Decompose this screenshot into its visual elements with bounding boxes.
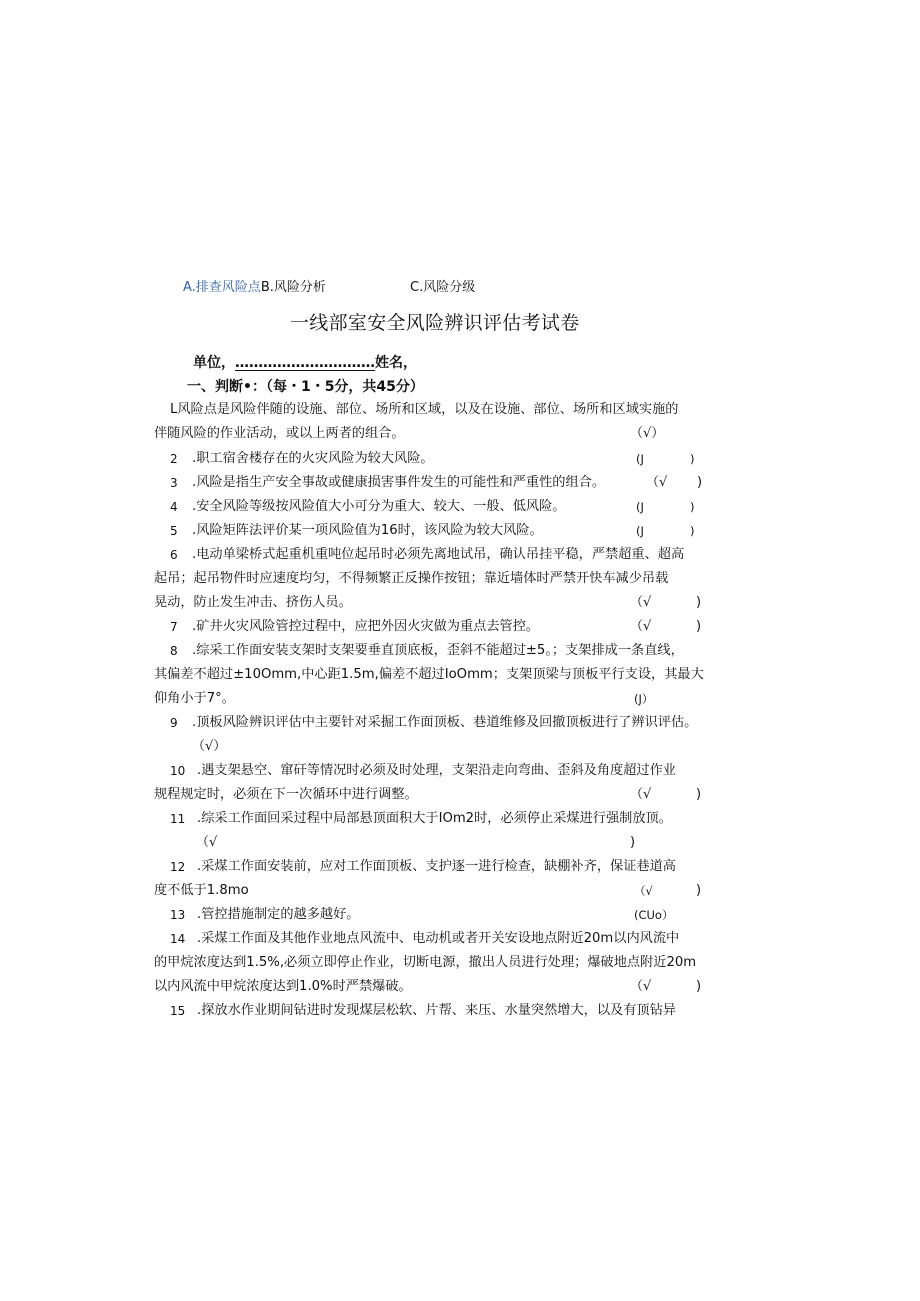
q13-answer: (CUo） [634, 908, 674, 922]
q4-number: 4 [170, 500, 178, 514]
option-c: C.风险分级 [410, 280, 476, 295]
q14-line1: .采煤工作面及其他作业地点风流中、电动机或者开关安设地点附近20m以内风流中 [197, 931, 680, 946]
q10-line1: .遇支架悬空、窜矸等情况时必须及时处理，支架沿走向弯曲、歪斜及角度超过作业 [197, 763, 676, 778]
q9-answer: （√） [192, 739, 227, 754]
q6-answer-close: ) [696, 595, 702, 610]
q6-line3: 晃动，防止发生冲击、挤伤人员。 [154, 595, 352, 610]
q4-line1: .安全风险等级按风险值大小可分为重大、较大、一般、低风险。 [192, 499, 566, 514]
q8-number: 8 [170, 644, 178, 658]
q7-line1: .矿井火灾风险管控过程中，应把外因火灾做为重点去管控。 [192, 619, 540, 634]
q15-number: 15 [170, 1004, 186, 1018]
q11-answer-mark: （√ [196, 835, 218, 850]
q12-number: 12 [170, 860, 186, 874]
q10-answer-close: ) [696, 787, 702, 802]
info-line [193, 352, 417, 372]
q6-line1: .电动单梁桥式起重机重吨位起吊时必须先离地试吊，确认吊挂平稳，严禁超重、超高 [192, 547, 685, 562]
q2-line1: .职工宿舍楼存在的火灾风险为较大风险。 [192, 451, 434, 466]
q8-answer: (J） [634, 692, 654, 706]
q3-line1: .风险是指生产安全事故或健康损害事件发生的可能性和严重性的组合。 [192, 475, 606, 490]
q1-answer: （√） [630, 426, 665, 441]
q5-number: 5 [170, 524, 178, 538]
q10-number: 10 [170, 764, 186, 778]
q8-line1: .综采工作面安装支架时支架要垂直顶底板，歪斜不能超过±5。；支架排成一条直线， [192, 643, 684, 658]
q2-answer-mark: (J [636, 452, 644, 466]
option-b: B.风险分析 [260, 280, 326, 295]
q5-answer-mark: (J [636, 524, 644, 538]
q7-number: 7 [170, 620, 178, 634]
q15-line1: .探放水作业期间钻进时发现煤层松软、片帮、来压、水量突然增大，以及有顶钻异 [197, 1003, 676, 1018]
q12-line1: .采煤工作面安装前，应对工作面顶板、支护逐一进行检查，缺棚补齐，保证巷道高 [197, 859, 676, 874]
q13-line1: .管控措施制定的越多越好。 [197, 907, 360, 922]
page-title: 一线部室安全风险辨识评估考试卷 [290, 312, 580, 334]
q7-answer-mark: （√ [630, 619, 652, 634]
q14-number: 14 [170, 932, 186, 946]
q8-line3: 仰角小于7°。 [154, 691, 235, 706]
q9-line1: .顶板风险辨识评估中主要针对采掘工作面顶板、巷道维修及回撤顶板进行了辨识评估。 [192, 715, 698, 730]
q14-line2: 的甲烷浓度达到1.5%,必须立即停止作业，切断电源，撤出人员进行处理；爆破地点附近20m [154, 955, 697, 970]
q4-answer-mark: (J [636, 500, 644, 514]
q14-answer-close: ) [696, 979, 702, 994]
option-a: A. [183, 280, 196, 295]
q7-answer-close: ) [696, 619, 702, 634]
q12-answer-mark: （√ [634, 884, 653, 898]
q11-number: 11 [170, 812, 186, 826]
q1-line1: L风险点是风险伴随的设施、部位、场所和区域，以及在设施、部位、场所和区域实施的 [170, 402, 679, 417]
q14-line3: 以内风流中甲烷浓度达到1.0%时严禁爆破。 [154, 979, 412, 994]
q6-answer-mark: （√ [630, 595, 652, 610]
q10-answer-mark: （√ [630, 787, 652, 802]
q11-answer-close: ) [630, 835, 636, 850]
q8-line2: 其偏差不超过±10Omm,中心距1.5m,偏差不超过IoOmm；支架顶梁与顶板平行支设，其最大 [154, 667, 704, 682]
unit-blank: ………………………… [235, 355, 375, 371]
q12-line2: 度不低于1.8mo [154, 883, 249, 898]
q10-line2: 规程规定时，必须在下一次循环中进行调整。 [154, 787, 418, 802]
q2-number: 2 [170, 452, 178, 466]
unit-label: 单位， [193, 355, 235, 371]
q11-line1: .综采工作面回采过程中局部悬顶面积大于IOm2时，必须停止采煤进行强制放顶。 [197, 811, 672, 826]
q5-line1: .风险矩阵法评价某一项风险值为16时，该风险为较大风险。 [192, 523, 543, 538]
q6-number: 6 [170, 548, 178, 562]
q14-answer-mark: （√ [630, 979, 652, 994]
q3-answer-mark: （√ [646, 475, 668, 490]
q4-answer-close: ) [690, 500, 695, 514]
option-line [183, 276, 326, 295]
section-heading: 一、判断•：（每・1・5分，共45分） [187, 379, 424, 395]
q13-number: 13 [170, 908, 186, 922]
q6-line2: 起吊；起吊物件时应速度均匀，不得频繁正反操作按钮；靠近墙体时严禁开快车减少吊载 [154, 571, 669, 586]
option-a-text: 排查风险点 [195, 280, 261, 295]
q3-answer-close: ) [697, 475, 703, 490]
q12-answer-close: ) [696, 883, 702, 898]
q3-number: 3 [170, 476, 178, 490]
q5-answer-close: ) [690, 524, 695, 538]
q1-line2: 伴随风险的作业活动，或以上两者的组合。 [154, 426, 405, 441]
q9-number: 9 [170, 716, 178, 730]
name-label: 姓名， [375, 355, 417, 371]
q2-answer-close: ) [690, 452, 695, 466]
